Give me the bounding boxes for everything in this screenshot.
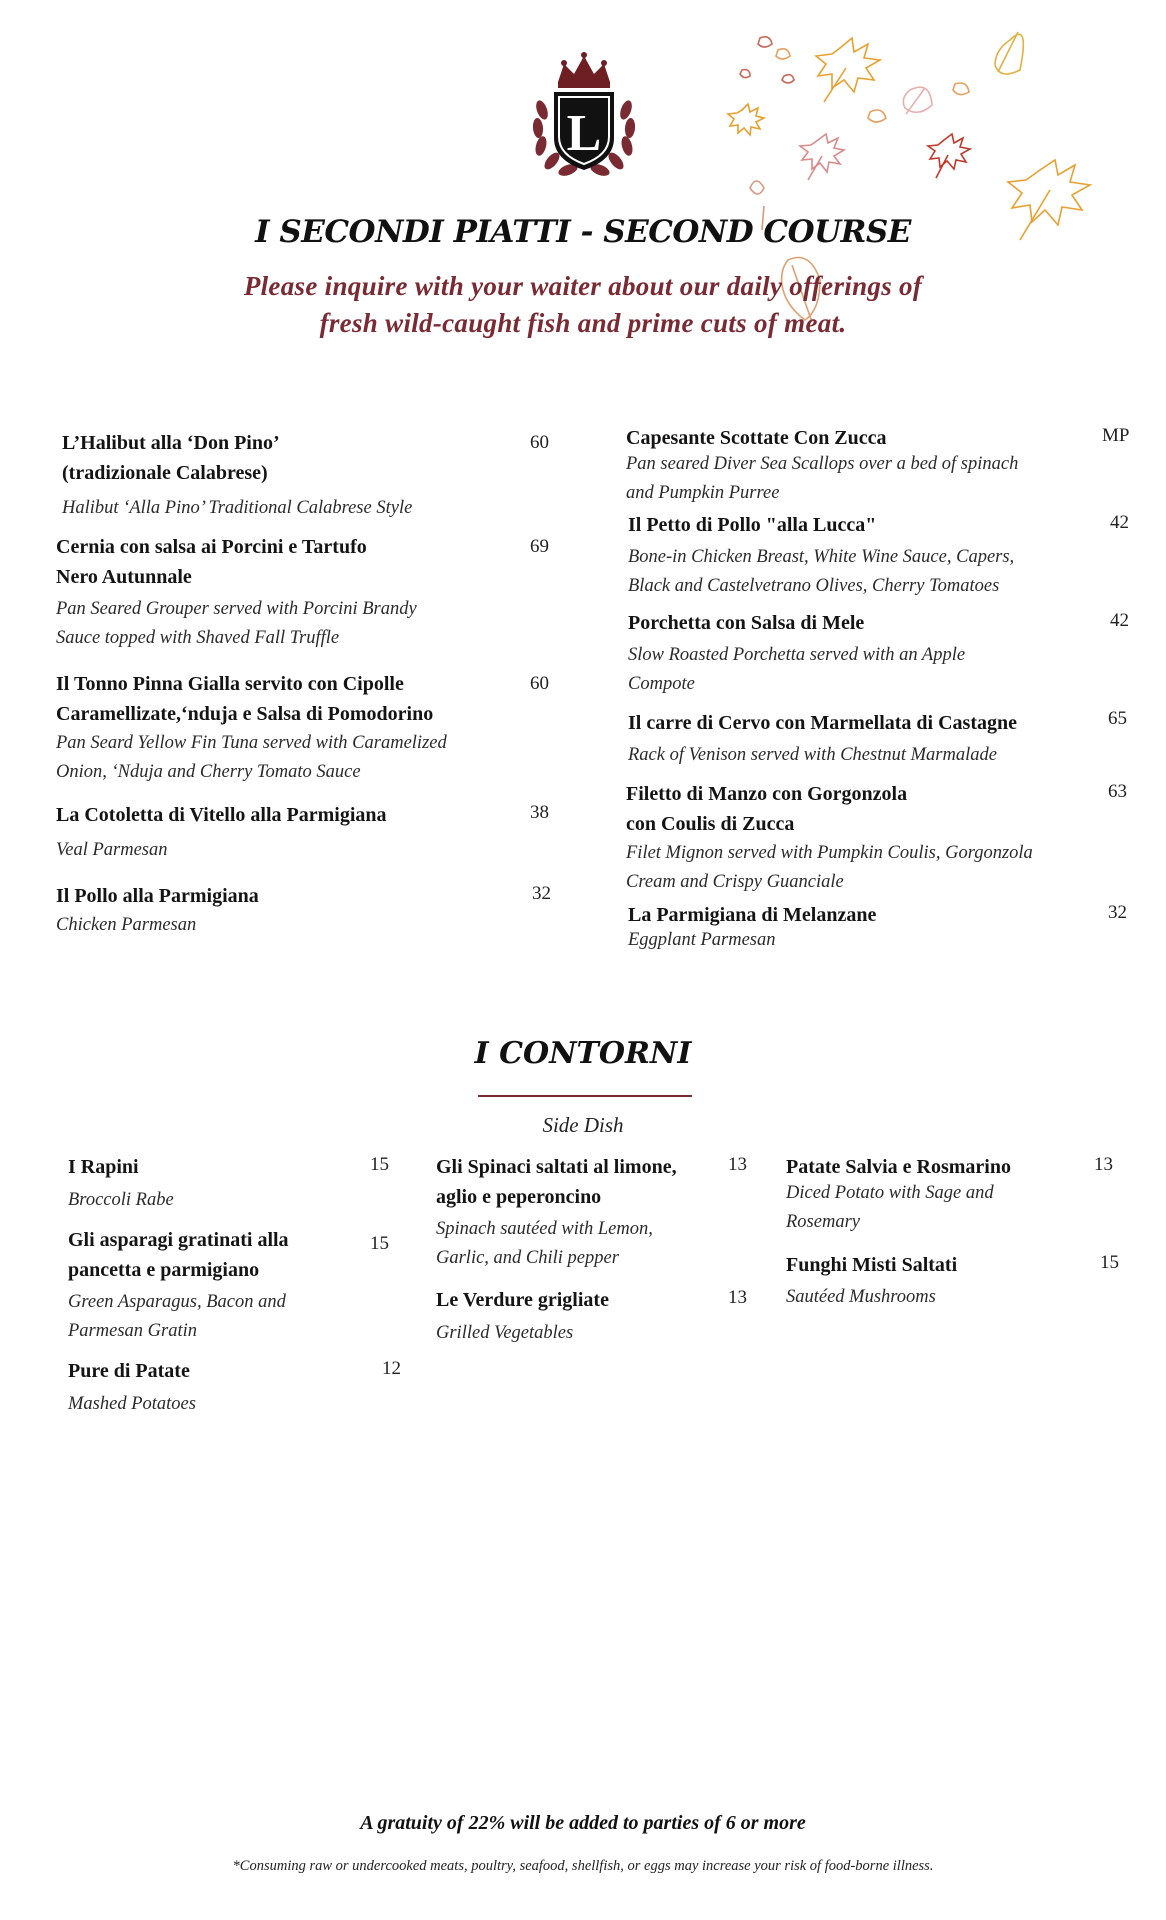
item-name: Gli asparagi gratinati alla xyxy=(68,1229,289,1251)
item-name: La Parmigiana di Melanzane xyxy=(628,904,877,926)
item-description: Pan seared Diver Sea Scallops over a bed of spinach xyxy=(626,454,1019,474)
item-name: Filetto di Manzo con Gorgonzola xyxy=(626,783,908,805)
menu-item xyxy=(56,881,526,940)
item-description: Grilled Vegetables xyxy=(436,1323,574,1343)
logo-letter: L xyxy=(566,105,602,162)
menu-item xyxy=(628,708,1108,770)
item-name: Cernia con salsa ai Porcini e Tartufo xyxy=(56,536,367,558)
menu-item xyxy=(626,423,1106,508)
item-name: I Rapini xyxy=(68,1156,139,1178)
menu-item xyxy=(436,1285,726,1348)
item-price: MP xyxy=(1102,425,1130,446)
menu-item xyxy=(628,608,1108,699)
item-name-line-2: aglio e peperoncino xyxy=(436,1186,602,1208)
section-subtitle: Side Dish xyxy=(542,1113,624,1137)
item-price: 60 xyxy=(530,432,549,453)
item-name: Il Petto di Pollo "alla Lucca" xyxy=(628,514,877,536)
item-name: Pure di Patate xyxy=(68,1360,190,1382)
section-divider xyxy=(478,1095,692,1097)
item-description: Eggplant Parmesan xyxy=(628,930,776,950)
item-description-line-2: Garlic, and Chili pepper xyxy=(436,1248,619,1268)
item-price: 60 xyxy=(530,673,549,694)
item-price: 15 xyxy=(370,1233,389,1254)
menu-item xyxy=(628,510,1108,601)
item-price: 32 xyxy=(1108,902,1127,923)
item-name: Patate Salvia e Rosmarino xyxy=(786,1156,1011,1178)
item-description: Spinach sautéed with Lemon, xyxy=(436,1219,653,1239)
item-description: Chicken Parmesan xyxy=(56,915,197,935)
item-name-line-2: con Coulis di Zucca xyxy=(626,813,795,835)
item-description: Slow Roasted Porchetta served with an Apple xyxy=(628,645,966,665)
menu-item xyxy=(68,1225,368,1346)
item-description: Pan Seared Grouper served with Porcini Brandy xyxy=(56,599,417,619)
item-description-line-2: Onion, ‘Nduja and Cherry Tomato Sauce xyxy=(56,762,361,782)
item-name: Il Tonno Pinna Gialla servito con Cipolle xyxy=(56,673,404,695)
menu-item xyxy=(68,1152,368,1215)
item-price: 15 xyxy=(370,1154,389,1175)
item-price: 38 xyxy=(530,802,549,823)
item-description-line-2: Compote xyxy=(628,674,695,694)
item-name: Il carre di Cervo con Marmellata di Castagne xyxy=(628,712,1017,734)
item-name: L’Halibut alla ‘Don Pino’ xyxy=(62,432,280,454)
menu-item xyxy=(62,428,522,523)
item-name: Il Pollo alla Parmigiana xyxy=(56,885,259,907)
item-name: Funghi Misti Saltati xyxy=(786,1254,958,1276)
health-disclaimer: *Consuming raw or undercooked meats, poultry, seafood, shellfish, or eggs may increase your risk of food-borne illness. xyxy=(232,1858,934,1874)
item-description-line-2: and Pumpkin Purree xyxy=(626,483,780,503)
menu-item xyxy=(56,669,536,787)
item-price: 65 xyxy=(1108,708,1127,729)
item-price: 15 xyxy=(1100,1252,1119,1273)
item-price: 13 xyxy=(728,1287,747,1308)
menu-item xyxy=(786,1152,1086,1237)
item-name: Capesante Scottate Con Zucca xyxy=(626,427,887,449)
item-name: Porchetta con Salsa di Mele xyxy=(628,612,865,634)
item-description: Green Asparagus, Bacon and xyxy=(68,1292,286,1312)
item-price: 32 xyxy=(532,883,551,904)
item-price: 42 xyxy=(1110,512,1129,533)
item-price: 12 xyxy=(382,1358,401,1379)
item-description-line-2: Parmesan Gratin xyxy=(68,1321,197,1341)
item-name-line-2: pancetta e parmigiano xyxy=(68,1259,260,1281)
item-description: Pan Seard Yellow Fin Tuna served with Caramelized xyxy=(56,733,447,753)
item-description: Bone-in Chicken Breast, White Wine Sauce, Capers, xyxy=(628,547,1015,567)
item-description: Diced Potato with Sage and xyxy=(786,1183,994,1203)
item-description: Mashed Potatoes xyxy=(68,1394,196,1414)
restaurant-logo xyxy=(528,52,640,180)
item-name: Gli Spinaci saltati al limone, xyxy=(436,1156,677,1178)
item-description: Halibut ‘Alla Pino’ Traditional Calabrese Style xyxy=(62,498,413,518)
menu-item xyxy=(626,779,1116,897)
item-price: 13 xyxy=(728,1154,747,1175)
item-price: 42 xyxy=(1110,610,1129,631)
menu-item xyxy=(436,1152,736,1273)
item-price: 63 xyxy=(1108,781,1127,802)
item-description: Veal Parmesan xyxy=(56,840,168,860)
item-description: Filet Mignon served with Pumpkin Coulis, Gorgonzola xyxy=(626,843,1033,863)
menu-item xyxy=(68,1356,368,1419)
item-description-line-2: Cream and Crispy Guanciale xyxy=(626,872,844,892)
item-description-line-2: Sauce topped with Shaved Fall Truffle xyxy=(56,628,340,648)
item-name-line-2: (tradizionale Calabrese) xyxy=(62,462,268,484)
inquire-note xyxy=(160,268,1006,342)
item-description: Sautéed Mushrooms xyxy=(786,1287,936,1307)
item-name-line-2: Nero Autunnale xyxy=(56,566,192,588)
inquire-line-2: fresh wild-caught fish and prime cuts of meat. xyxy=(319,308,847,338)
inquire-line-1: Please inquire with your waiter about our daily offerings of xyxy=(243,271,923,301)
item-name: La Cotoletta di Vitello alla Parmigiana xyxy=(56,804,387,826)
item-description: Rack of Venison served with Chestnut Marmalade xyxy=(628,745,997,765)
menu-item xyxy=(56,800,526,865)
item-price: 69 xyxy=(530,536,549,557)
item-name-line-2: Caramellizate,‘nduja e Salsa di Pomodorino xyxy=(56,703,434,725)
item-description-line-2: Rosemary xyxy=(786,1212,860,1232)
section-title-secondi: I SECONDI PIATTI - SECOND COURSE xyxy=(255,214,911,250)
item-price: 13 xyxy=(1094,1154,1113,1175)
menu-item xyxy=(56,532,526,653)
item-name: Le Verdure grigliate xyxy=(436,1289,609,1311)
menu-item xyxy=(628,900,1108,955)
section-title-contorni: I CONTORNI xyxy=(474,1036,692,1071)
gratuity-note: A gratuity of 22% will be added to parties of 6 or more xyxy=(360,1812,806,1834)
menu-item xyxy=(786,1250,1086,1312)
item-description-line-2: Black and Castelvetrano Olives, Cherry Tomatoes xyxy=(628,576,1000,596)
item-description: Broccoli Rabe xyxy=(68,1190,174,1210)
